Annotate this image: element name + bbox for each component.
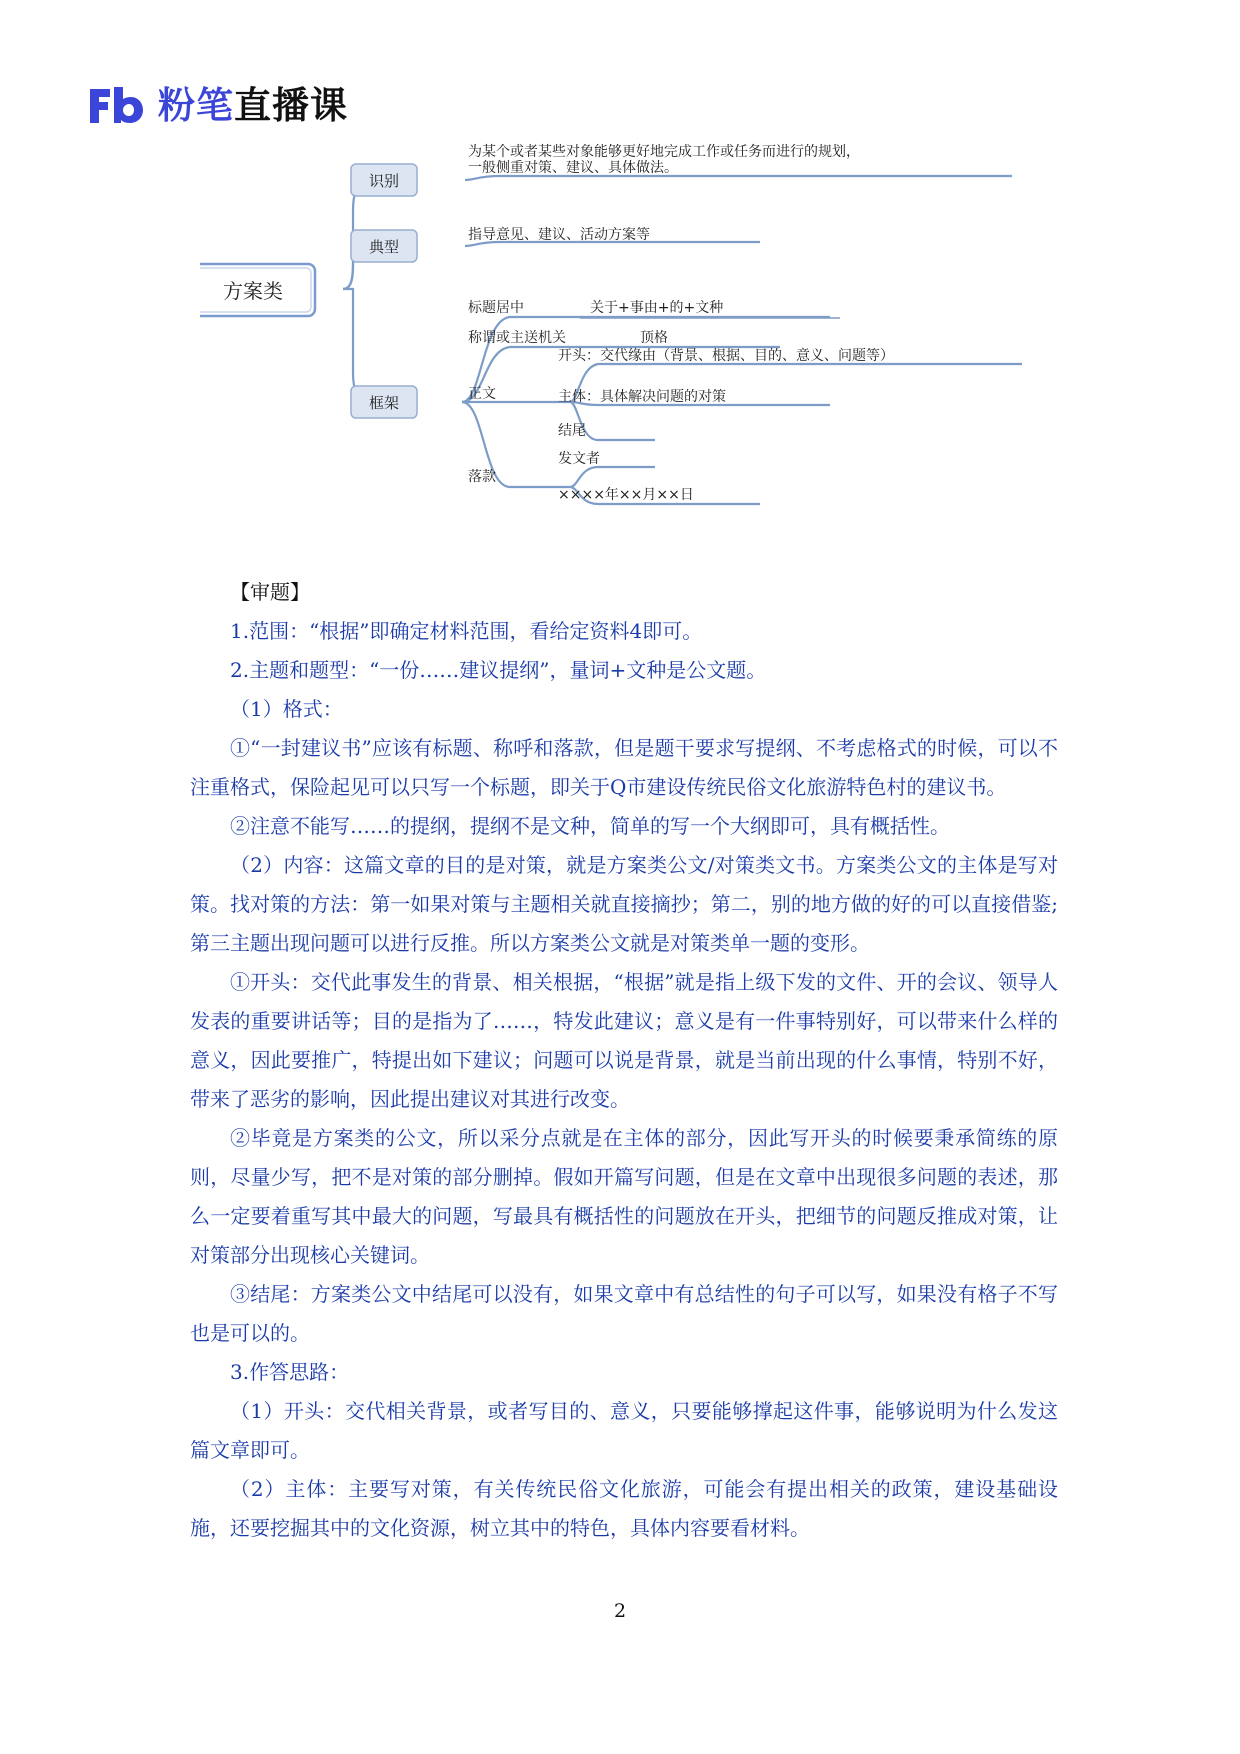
mindmap-branch-framework: 框架 <box>368 394 400 412</box>
mindmap-signature-issuer: 发文者 <box>558 451 600 467</box>
paragraph-review-heading: 【审题】 <box>230 580 310 604</box>
mindmap-salutation: 称谓或主送机关 <box>468 330 566 346</box>
mindmap-identify-line1: 为某个或者某些对象能够更好地完成工作或任务而进行的规划， <box>468 144 860 160</box>
paragraph-format-2: ②注意不能写……的提纲，提纲不是文种，简单的写一个大纲即可，具有概括性。 <box>230 814 950 838</box>
mindmap-body-opening: 开头：交代缘由（背景、根据、目的、意义、问题等） <box>558 348 894 364</box>
mindmap-body-main: 主体：具体解决问题的对策 <box>558 389 726 405</box>
mindmap-root-label: 方案类 <box>223 279 283 303</box>
mindmap-typical-text: 指导意见、建议、活动方案等 <box>468 227 650 243</box>
mindmap-svg <box>200 142 1060 572</box>
mindmap-title-centered: 标题居中 <box>468 300 524 316</box>
mindmap-title-detail: 关于+事由+的+文种 <box>590 300 724 316</box>
paragraph-answer-opening: （1）开头：交代相关背景，或者写目的、意义，只要能够撑起这件事，能够说明为什么发这篇文章即可。 <box>190 1399 1058 1462</box>
mindmap-body: 正文 <box>468 386 496 402</box>
mindmap-signature: 落款 <box>468 469 496 485</box>
paragraph-scope: 1.范围：“根据”即确定材料范围，看给定资料4即可。 <box>230 619 703 643</box>
mindmap-body-ending: 结尾 <box>558 423 586 439</box>
page-number: 2 <box>613 1600 627 1622</box>
mindmap-branch-identify: 识别 <box>368 172 400 190</box>
mindmap-diagram <box>200 142 1060 572</box>
paragraph-answer-heading: 3.作答思路： <box>230 1360 350 1384</box>
mindmap-salutation-detail: 顶格 <box>640 330 668 346</box>
paragraph-ending: ③结尾：方案类公文中结尾可以没有，如果文章中有总结性的句子可以写，如果没有格子不写也是可以的。 <box>190 1282 1058 1345</box>
paragraph-opening: ①开头：交代此事发生的背景、相关根据，“根据”就是指上级下发的文件、开的会议、领导人发表的重要讲话等；目的是指为了……，特发此建议；意义是有一件事特别好，可以带来什么样的意义，因此要推广，特提出如下建议；问题可以说是背景，就是当前出现的什么事情，特别不好，带来了恶劣的影响，因此提出建议对其进行改变。 <box>190 970 1058 1111</box>
paragraph-format-heading: （1）格式： <box>230 697 343 721</box>
fb-logo-icon <box>88 85 144 125</box>
paragraph-topic-type: 2.主题和题型：“一份……建议提纲”，量词+文种是公文题。 <box>230 658 767 682</box>
paragraph-content: （2）内容：这篇文章的目的是对策，就是方案类公文/对策类文书。方案类公文的主体是写对策。找对策的方法：第一如果对策与主题相关就直接摘抄；第二，别的地方做的好的可以直接借鉴;第三主题出现问题可以进行反推。所以方案类公文就是对策类单一题的变形。 <box>190 853 1058 955</box>
document-body <box>190 573 1058 1548</box>
paragraph-answer-body: （2）主体：主要写对策，有关传统民俗文化旅游，可能会有提出相关的政策，建设基础设施，还要挖掘其中的文化资源，树立其中的特色，具体内容要看材料。 <box>190 1477 1058 1540</box>
mindmap-signature-date: ××××年××月××日 <box>558 487 694 503</box>
paragraph-main-body: ②毕竟是方案类的公文，所以采分点就是在主体的部分，因此写开头的时候要秉承简练的原则，尽量少写，把不是对策的部分删掉。假如开篇写问题，但是在文章中出现很多问题的表述，那么一定要着重写其中最大的问题，写最具有概括性的问题放在开头，把细节的问题反推成对策，让对策部分出现核心关键词。 <box>190 1126 1058 1267</box>
mindmap-branch-typical: 典型 <box>368 238 400 256</box>
brand-logo <box>88 80 348 130</box>
brand-name: 粉笔直播课 <box>158 83 348 127</box>
paragraph-format-1: ①“一封建议书”应该有标题、称呼和落款，但是题干要求写提纲、不考虑格式的时候，可以不注重格式，保险起见可以只写一个标题，即关于Q市建设传统民俗文化旅游特色村的建议书。 <box>190 736 1058 799</box>
mindmap-identify-line2: 一般侧重对策、建议、具体做法。 <box>468 160 678 176</box>
